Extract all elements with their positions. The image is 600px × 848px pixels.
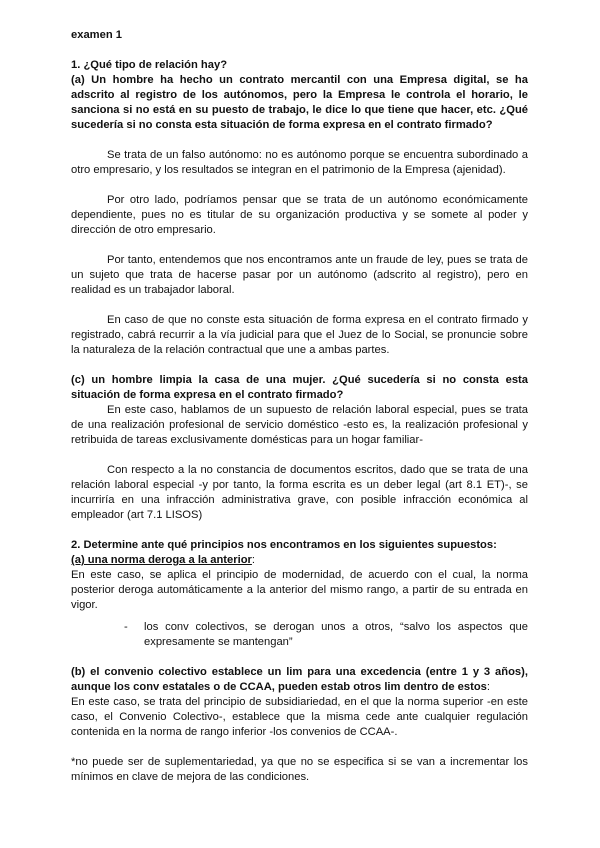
question-2b-text: (b) el convenio colectivo establece un lim para una excedencia (entre 1 y 3 años), aunque los conv estatales o de CCAA, pueden estab otros lim dentro de estos	[71, 666, 528, 693]
answer-1a-paragraph: En caso de que no conste esta situación de forma expresa en el contrato firmado y registrado, cabrá recurrir a la vía judicial para que el Juez de lo Social, se pronuncie sobre la naturaleza de la relación contractual que une a ambas partes.	[71, 314, 528, 356]
question-1c-text: (c) un hombre limpia la casa de una mujer. ¿Qué sucedería si no consta esta situación de forma expresa en el contrato firmado?	[71, 374, 528, 401]
answer-2a-paragraph: En este caso, se aplica el principio de modernidad, de acuerdo con el cual, la norma posterior deroga automáticamente a la anterior del mismo rango, a partir de su entrada en vigor.	[71, 569, 528, 611]
question-2b-line	[71, 665, 528, 695]
answer-1c-paragraph: En este caso, hablamos de un supuesto de relación laboral especial, pues se trata de una realización profesional de servicio doméstico -esto es, la realización profesional y retribuida de tareas exclusivamente domésticas para un hogar familiar-	[71, 404, 528, 446]
question-2a-colon: :	[251, 554, 256, 566]
answer-1a-paragraph: Por otro lado, podríamos pensar que se trata de un autónomo económicamente dependiente, pues no es titular de su organización productiva y se somete al poder y dirección de otro empresario.	[71, 194, 528, 236]
answer-2a-bullet-text: los conv colectivos, se derogan unos a otros, “salvo los aspectos que expresamente se mantengan”	[144, 621, 528, 648]
question-1a-text: (a) Un hombre ha hecho un contrato mercantil con una Empresa digital, se ha adscrito al registro de los autónomos, pero la Empresa le controla el horario, le sanciona si no está en su puesto de trabajo, le dice lo que tiene que hacer, etc. ¿Qué sucedería si no consta esta situación de forma expresa en el contrato firmado?	[71, 74, 528, 131]
question-2a-label: (a) una norma deroga a la anterior	[71, 554, 252, 566]
dash-bullet-marker: -	[124, 621, 128, 633]
document-header: examen 1	[71, 29, 122, 41]
answer-2a-bullet	[124, 620, 528, 650]
answer-1a-paragraph: Se trata de un falso autónomo: no es autónomo porque se encuentra subordinado a otro empresario, y los resultados se integran en el patrimonio de la Empresa (ajenidad).	[71, 149, 528, 176]
answer-2b-note: *no puede ser de suplementariedad, ya que no se especifica si se van a incrementar los mínimos en clave de mejora de las condiciones.	[71, 756, 528, 783]
answer-1c-paragraph: Con respecto a la no constancia de documentos escritos, dado que se trata de una relación laboral especial -y por tanto, la forma escrita es un deber legal (art 8.1 ET)-, se incurriría en una infracción administrativa grave, con posible infracción económica al empleador (art 7.1 LISOS)	[71, 464, 528, 521]
question-2-title: 2. Determine ante qué principios nos encontramos en los siguientes supuestos:	[71, 539, 497, 551]
answer-1a-paragraph: Por tanto, entendemos que nos encontramos ante un fraude de ley, pues se trata de un sujeto que trata de hacerse pasar por un autónomo (adscrito al registro), pero en realidad es un trabajador laboral.	[71, 254, 528, 296]
question-1-title: 1. ¿Qué tipo de relación hay?	[71, 59, 228, 71]
answer-2b-paragraph: En este caso, se trata del principio de subsidiariedad, en el que la norma superior -en este caso, el Convenio Colectivo-, establece que la misma cede ante cualquier regulación contenida en la norma de rango inferior -los convenios de CCAA-.	[71, 696, 528, 738]
question-2b-colon: :	[486, 681, 490, 693]
question-2a-line	[71, 553, 528, 568]
